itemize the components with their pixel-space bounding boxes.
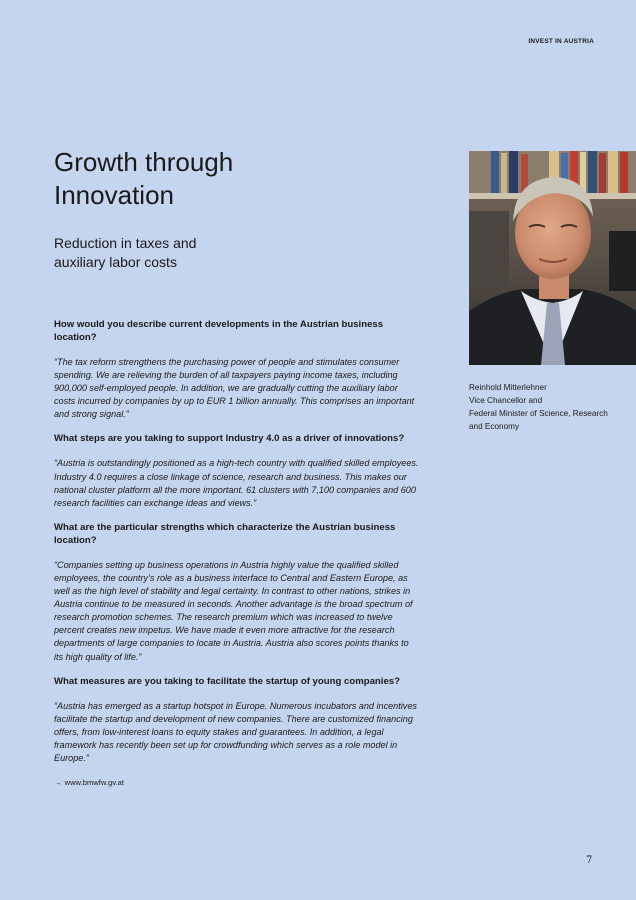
caption-role-line-2: Federal Minister of Science, Research: [469, 409, 608, 418]
title-line-1: Growth through: [54, 147, 234, 177]
subtitle-line-2: auxiliary labor costs: [54, 254, 177, 270]
question-4: What measures are you taking to facilitate the startup of young companies?: [54, 675, 400, 687]
answer-1: “The tax reform strengthens the purchasing power of people and stimulates consumer spending. We are relieving the burden of all taxpayers paying income taxes, including 900,000 self-employed people. In addition, we are gradually cutting the auxiliary labor costs incurred by companies by up to EUR 1 billion annually. This comprises an important and strong signal.”: [54, 357, 415, 420]
page-number: 7: [586, 855, 593, 866]
subtitle-line-1: Reduction in taxes and: [54, 235, 197, 251]
portrait-illustration: [469, 151, 636, 365]
section-tag: INVEST IN AUSTRIA: [528, 38, 594, 45]
question-1: How would you describe current developments in the Austrian business location?: [54, 319, 384, 343]
title-line-2: Innovation: [54, 180, 174, 210]
question-3: What are the particular strengths which characterize the Austrian business location?: [54, 521, 396, 546]
photo-caption: [469, 381, 634, 433]
caption-role-line-1: Vice Chancellor and: [469, 396, 543, 405]
answer-3: “Companies setting up business operations in Austria highly value the qualified skilled employees, the country’s role as a business interface to Central and Eastern Europe, as well as the high level of stability and legal certainty. In contrast to other nations, strikes in Austria continue to be measured in seconds. Another advantage is the broad spectrum of research promotion schemes. The research premium which was increased to twelve percent creates new impetus. We have made it even more attractive for the research departments of large companies to locate in Austria. Austria also scores points thanks to its high quality of life.”: [54, 559, 413, 662]
question-2: What steps are you taking to support Industry 4.0 as a driver of innovations?: [54, 433, 405, 445]
interview-body: [54, 318, 420, 787]
caption-name: Reinhold Mitterlehner: [469, 383, 547, 392]
page-subtitle: [54, 234, 354, 272]
page-title: [54, 146, 354, 212]
answer-4: “Austria has emerged as a startup hotspot in Europe. Numerous incubators and incentives facilitate the startup and development of new companies. There are customized financing offers, from low-interest loans to equity stakes and guarantees. In addition, a legal framework has recently been set up for crowdfunding which serves as a role model in Europe.”: [54, 700, 417, 763]
website-url[interactable]: www.bmwfw.gv.at: [64, 778, 124, 788]
arrow-right-icon: →: [54, 778, 62, 788]
portrait-photo: [469, 151, 636, 365]
website-link[interactable]: [54, 778, 420, 787]
answer-2: “Austria is outstandingly positioned as a high-tech country with qualified skilled employees. Industry 4.0 requires a close linkage of science, research and business. This makes our national cluster platform all the more important. 61 clusters with 7,100 companies and 600 research facilities can exchange ideas and views.”: [54, 458, 419, 508]
caption-role-line-3: and Economy: [469, 422, 520, 431]
